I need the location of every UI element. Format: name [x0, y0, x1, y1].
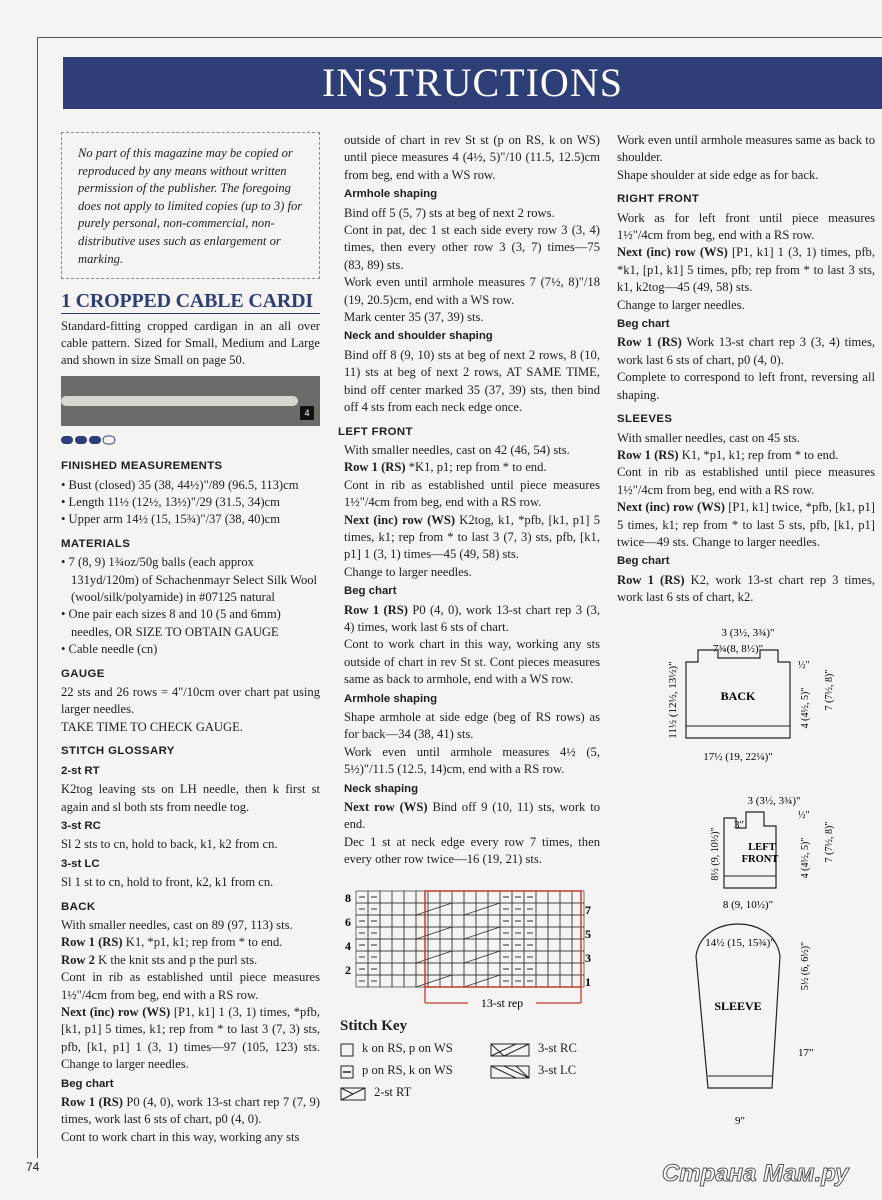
chart-cell [404, 939, 416, 951]
chart-cell [392, 903, 404, 915]
stitch-key-title: Stitch Key [340, 1018, 408, 1034]
sleeve-schematic [696, 924, 814, 1127]
chart-cell [488, 891, 500, 903]
instructions-banner [63, 57, 882, 109]
chart-cell [536, 927, 548, 939]
lf-label: LEFT [748, 842, 776, 853]
back-r3-dim: 7 (7½, 8)" [824, 669, 835, 711]
chart-cell [440, 915, 452, 927]
left-front-heading: LEFT FRONT [338, 425, 413, 438]
chart-cell [404, 927, 416, 939]
chart-cell [548, 951, 560, 963]
key-row [340, 1063, 610, 1085]
watermark: Страна Мам.ру [662, 1160, 849, 1187]
key-lc-label: 3-st LC [538, 1063, 577, 1077]
armhole-text: Work even until armhole measures 7 (7½, 8)"/18 (19, 20.5)cm, end with a WS row. [344, 275, 600, 307]
back-cont-chart: Cont to work chart in this way, working any sts [61, 1129, 300, 1144]
back-cast-on: With smaller needles, cast on 89 (97, 113) sts. [61, 917, 293, 932]
materials-item: • 7 (8, 9) 1¾oz/50g balls (each approx 131yd/120m) of Schachenmayr Select Silk Wool (wool/silk/polyamide) in #07125 natural [61, 555, 318, 605]
lf-next-text: K2tog, k1, *pfb, [k1, p1] 5 times, k1; rep from * to last 3 (7, 3) sts, pfb, [k1, p1] 1 (3, 1) times—45 (49, 58) sts. [344, 512, 600, 562]
armhole-text: Mark center 35 (37, 39) sts. [344, 310, 484, 325]
chart-cell [416, 915, 428, 927]
gauge-check: TAKE TIME TO CHECK GAUGE. [61, 719, 243, 734]
chart-cell [548, 963, 560, 975]
lf-neck-dim: 3" [734, 819, 744, 831]
back-next-inc [61, 1004, 320, 1074]
back-schematic [667, 627, 835, 763]
chart-cell [392, 891, 404, 903]
back-cont-rib: Cont in rib as established until piece measures 1½"/4cm from beg, end with a RS row. [61, 970, 320, 1002]
chart-row-label-left: 4 [345, 939, 351, 953]
chart-row-label-right: 7 [585, 903, 591, 917]
chart-cell [416, 939, 428, 951]
chart-cell [464, 915, 476, 927]
chart-cell [560, 951, 572, 963]
sl-row1-label: Row 1 (RS) [617, 447, 679, 462]
chart-cell [572, 915, 584, 927]
right-front-heading: RIGHT FRONT [617, 193, 700, 206]
chart-cell [428, 939, 440, 951]
chart-cell [464, 891, 476, 903]
back-chart-row1 [61, 1094, 320, 1129]
chart-cell [452, 927, 464, 939]
sl-next-label: Next (inc) row (WS) [617, 500, 725, 515]
lf-armhole-heading: Armhole shaping [344, 692, 438, 705]
back-label: BACK [720, 689, 756, 703]
chart-row-label-left: 8 [345, 891, 351, 905]
sleeve-length-dim: 17" [798, 1047, 814, 1059]
yarn-weight-badge: 4 [300, 406, 314, 420]
chart-cell [404, 903, 416, 915]
column-3 [617, 132, 875, 607]
chart-cell [404, 891, 416, 903]
lf-beg-chart: Beg chart [344, 585, 397, 598]
key-rt-label: 2-st RT [374, 1085, 412, 1099]
lf-next-inc [344, 512, 600, 564]
chart-cell [548, 975, 560, 987]
sl-next-inc [617, 499, 875, 551]
copyright-notice: No part of this magazine may be copied or reproduced by any means without written permission of the publisher. The foregoing does not apply to limited copies (up to 3) for purely personal, non-commercial, non-distributive uses such as enlargement or marking. [61, 132, 320, 279]
chart-cell [404, 963, 416, 975]
project-intro: Standard-fitting cropped cardigan in an all over cable pattern. Sized for Small, Medium and Large and shown in size Small on page 50. [61, 318, 320, 368]
rf-row1-label: Row 1 (RS) [617, 335, 682, 350]
lf-bottom-dim: 8 (9, 10½)" [722, 899, 774, 911]
cable-cross-mark [416, 951, 452, 963]
back-left-dim: 11½ (12½, 13½)" [667, 661, 679, 739]
lf-shape-shoulder: Shape shoulder at side edge as for back. [617, 167, 819, 182]
chart-cell [452, 963, 464, 975]
chart-cell [560, 915, 572, 927]
chart-cell [452, 903, 464, 915]
back-row2-label: Row 2 [61, 952, 95, 967]
banner-title: INSTRUCTIONS [322, 60, 623, 105]
chart-cell [476, 891, 488, 903]
back-r2-dim: 4 (4½, 5)" [800, 687, 811, 729]
sl-next-text: [P1, k1] twice, *pfb, [k1, p1] 5 times, k1; rep from * to last 5 sts, pfb, [k1, p1] twice—49 sts. Change to larger needles. [617, 500, 876, 549]
chart-rep-label: 13-st rep [480, 996, 524, 1010]
gauge-heading: GAUGE [61, 667, 105, 680]
chart-cell [548, 915, 560, 927]
chart-cell [476, 915, 488, 927]
back-neck-dim: 7¾(8, 8½)" [712, 643, 764, 655]
back-heading: BACK [61, 900, 96, 913]
back-cont-chart-end: outside of chart in rev St st (p on RS, k on WS) until piece measures 4 (4½, 5)"/10 (11.5, 12.5)cm from beg, end with a WS row. [344, 133, 600, 182]
chart-row-label-right: 5 [585, 927, 591, 941]
chart-cell [380, 963, 392, 975]
sl-row1b-label: Row 1 (RS) [617, 572, 685, 587]
glossary-lc-title: 3-st LC [61, 857, 100, 870]
key-purl-label: p on RS, k on WS [362, 1063, 453, 1077]
materials-heading: MATERIALS [61, 537, 131, 550]
sleeve-top-dim: 14½ (15, 15¾)" [705, 937, 775, 949]
chart-cell [536, 951, 548, 963]
chart-cell [572, 903, 584, 915]
chart-row-label-right: 3 [585, 951, 591, 965]
chart-cell [548, 903, 560, 915]
sleeve-label: SLEEVE [714, 999, 762, 1013]
materials-item: • Cable needle (cn) [61, 642, 158, 657]
chart-grid [356, 891, 584, 987]
rf-change: Change to larger needles. [617, 297, 745, 312]
back-row1-text: K1, *p1, k1; rep from * to end. [122, 935, 283, 950]
chart-cell [416, 891, 428, 903]
back-row1-label: Row 1 (RS) [61, 935, 123, 950]
chart-cell [428, 963, 440, 975]
cable-cross-mark [464, 975, 500, 987]
chart-cell [488, 963, 500, 975]
chart-cell [440, 891, 452, 903]
finished-item: • Length 11½ (12½, 13½)"/29 (31.5, 34)cm [61, 495, 280, 509]
chart-cell [392, 927, 404, 939]
chart-cell [488, 939, 500, 951]
lf-cont-chart: Cont to work chart in this way, working any sts outside of chart in rev St st. Cont pieces measures same as back to armhole, end with a WS row. [344, 637, 600, 687]
lf-row1-text: *K1, p1; rep from * to end. [405, 460, 547, 475]
chart-cell [560, 975, 572, 987]
back-r1-dim: ½" [798, 660, 810, 671]
key-row [340, 1085, 610, 1107]
lf-chart-row1 [344, 602, 600, 637]
finished-heading: FINISHED MEASUREMENTS [61, 460, 223, 473]
lf-neck-text: Bind off 9 (10, 11) sts, work to end. [344, 800, 600, 832]
chart-cell [452, 951, 464, 963]
lf-neck-label: Next row (WS) [344, 800, 428, 815]
lf-r3-dim: 7 (7½, 8)" [824, 821, 835, 863]
back-bottom-dim: 17½ (19, 22¼)" [703, 751, 773, 763]
purl-square-icon [340, 1065, 354, 1079]
armhole-text: Cont in pat, dec 1 st each side every row 3 (3, 4) times, then every other row 3 (3, 7) times—75 (83, 89) sts. [344, 223, 600, 272]
sl-row1-text: K1, *p1, k1; rep from * to end. [678, 447, 839, 462]
chart-cell [464, 939, 476, 951]
glossary-rt-text: K2tog leaving sts on LH needle, then k first st again and sl both sts from needle tog. [61, 782, 320, 814]
key-row [340, 1041, 610, 1063]
chart-cell [380, 927, 392, 939]
chart-cell [536, 963, 548, 975]
chart-row-label-right: 1 [585, 975, 591, 989]
chart-cell [536, 903, 548, 915]
chart-cell [380, 939, 392, 951]
lf-row1 [344, 459, 600, 476]
finished-item: • Bust (closed) 35 (38, 44½)"/89 (96.5, 113)cm [61, 477, 299, 492]
chart-cell [572, 951, 584, 963]
lf-r2-dim: 4 (4½, 5)" [800, 837, 811, 879]
skill-bars-icon [61, 435, 117, 445]
chart-cell [452, 891, 464, 903]
cable-cross-mark [416, 903, 452, 915]
chart-cell [464, 963, 476, 975]
rf-next-label: Next (inc) row (WS) [617, 245, 728, 260]
glossary-rc-text: Sl 2 sts to cn, hold to back, k1, k2 from cn. [61, 837, 278, 852]
chart-cell [488, 915, 500, 927]
back-top-dim: 3 (3½, 3¾)" [721, 627, 775, 639]
back-beg-chart: Beg chart [61, 1077, 114, 1090]
chart-cell [548, 939, 560, 951]
chart-cell [476, 939, 488, 951]
yarn-strand [61, 396, 298, 406]
rf-row1 [617, 334, 875, 369]
chart-cell [452, 915, 464, 927]
rc-cross-icon [490, 1043, 530, 1057]
skill-level-icon [61, 434, 320, 451]
rf-next-inc [617, 244, 875, 296]
armhole-text: Bind off 5 (5, 7) sts at beg of next 2 rows. [344, 205, 555, 220]
cable-cross-mark [416, 975, 452, 987]
lf-cast-on: With smaller needles, cast on 42 (46, 54) sts. [344, 442, 570, 457]
chart-cell [440, 963, 452, 975]
chart-cell [560, 891, 572, 903]
lf-neck-heading: Neck shaping [344, 782, 419, 795]
lf-row1-label: Row 1 (RS) [344, 460, 406, 475]
back-row2-text: K the knit sts and p the purl sts. [94, 952, 258, 967]
lf-armhole-text: Work even until armhole measures 4½ (5, 5½)"/11.5 (12.5, 14)cm, end with a RS row. [344, 744, 600, 777]
neck-shoulder-heading: Neck and shoulder shaping [344, 330, 493, 343]
lf-chart-row1-text: P0 (4, 0), work 13-st chart rep 3 (3, 4) times, work last 6 sts of chart. [344, 602, 600, 634]
chart-cell [380, 903, 392, 915]
materials-item: • One pair each sizes 8 and 10 (5 and 6mm) needles, OR SIZE TO OBTAIN GAUGE [61, 607, 281, 639]
chart-cell [428, 915, 440, 927]
back-chart-row1-text: P0 (4, 0), work 13-st chart rep 7 (7, 9) times, work last 6 sts of chart, p0 (4, 0). [61, 1095, 320, 1127]
glossary-lc-text: Sl 1 st to cn, hold to front, k2, k1 from cn. [61, 875, 274, 890]
glossary-rt-title: 2-st RT [61, 764, 100, 777]
chart-cell [380, 915, 392, 927]
chart-cell [380, 891, 392, 903]
rf-next-text: [P1, k1] 1 (3, 1) times, pfb, *k1, [p1, k1] 5 times, pfb; rep from * to last 3 sts, k1, k2tog—45 (49, 58) sts. [617, 245, 876, 295]
chart-cell [392, 939, 404, 951]
chart-cell [560, 963, 572, 975]
chart-cell [404, 915, 416, 927]
lf-armhole-text: Shape armhole at side edge (beg of RS rows) as for back—34 (38, 41) sts. [344, 710, 600, 742]
rf-text: Work as for left front until piece measures 1½"/4cm from beg, end with a RS row. [617, 210, 875, 243]
lf-neck-row [344, 799, 600, 834]
lf-r1-dim: ½" [798, 810, 810, 821]
glossary-heading: STITCH GLOSSARY [61, 745, 175, 758]
chart-cell [572, 939, 584, 951]
chart-cell [476, 963, 488, 975]
chart-row-label-left: 2 [345, 963, 351, 977]
sleeve-bottom-dim: 9" [735, 1115, 745, 1127]
armhole-heading: Armhole shaping [344, 188, 438, 201]
lf-label: FRONT [741, 854, 779, 865]
lf-next-label: Next (inc) row (WS) [344, 512, 456, 527]
schematics [640, 618, 880, 1148]
chart-cell [536, 891, 548, 903]
chart-cell [560, 939, 572, 951]
left-front-schematic [710, 795, 835, 911]
sl-cast-on: With smaller needles, cast on 45 sts. [617, 430, 800, 445]
column-1 [55, 128, 320, 1146]
back-chart-row1-label: Row 1 (RS) [61, 1095, 124, 1109]
back-row1 [61, 934, 320, 951]
chart-cell [536, 939, 548, 951]
chart-cell [536, 915, 548, 927]
column-2 [338, 132, 600, 869]
lf-top-dim: 3 (3½, 3¾)" [747, 795, 801, 807]
stitch-key [340, 1018, 610, 1107]
back-next-text: [P1, k1] 1 (3, 1) times, *pfb, [k1, p1] 5 times, k1; rep from * to last 3 (7, 3) sts, pfb, [k1, p1] 1 (3, 1) times—97 (105, 123) sts. Change to larger needles. [61, 1004, 320, 1072]
chart-cell [560, 903, 572, 915]
lf-chart-row1-label: Row 1 (RS) [344, 602, 408, 617]
page-number: 74 [26, 1160, 40, 1174]
back-next-label: Next (inc) row (WS) [61, 1004, 171, 1019]
lf-left-dim: 8½ (9, 10½)" [710, 827, 721, 881]
gauge-text: 22 sts and 26 rows = 4"/10cm over chart pat using larger needles. [61, 685, 320, 717]
back-row2 [61, 952, 320, 969]
rf-row1-text: Work 13-st chart rep 3 (3, 4) times, work last 6 sts of chart, p0 (4, 0). [617, 335, 875, 367]
chart-cell [404, 951, 416, 963]
sl-row1b [617, 572, 875, 607]
chart-cell [392, 951, 404, 963]
lf-change: Change to larger needles. [344, 564, 472, 579]
cable-chart [338, 885, 608, 1015]
chart-cell [452, 939, 464, 951]
chart-cell [572, 927, 584, 939]
sleeves-heading: SLEEVES [617, 413, 673, 426]
yarn-swatch-image [61, 376, 320, 426]
chart-cell [536, 975, 548, 987]
chart-cell [428, 891, 440, 903]
chart-cell [392, 915, 404, 927]
sl-row1 [617, 447, 875, 464]
cable-cross-mark [464, 927, 500, 939]
chart-cell [548, 891, 560, 903]
chart-cell [572, 963, 584, 975]
lc-cross-icon [490, 1065, 530, 1079]
chart-cell [452, 975, 464, 987]
cable-cross-mark [464, 951, 500, 963]
chart-cell [392, 963, 404, 975]
key-rc-label: 3-st RC [538, 1041, 577, 1055]
cable-cross-mark [464, 903, 500, 915]
sleeve-cap-dim: 5½ (6, 6½)" [800, 941, 811, 991]
rt-cross-icon [340, 1087, 366, 1101]
chart-cell [380, 951, 392, 963]
chart-row-label-left: 6 [345, 915, 351, 929]
neck-shoulder-text: Bind off 8 (9, 10) sts at beg of next 2 rows, 8 (10, 11) sts at beg of next 2 rows, AT SAME TIME, bind off center marked 35 (37, 39) sts, then bind off 4 sts from each neck edge once. [344, 347, 600, 415]
rf-beg-chart: Beg chart [617, 318, 670, 331]
project-title: 1 CROPPED CABLE CARDI [61, 293, 320, 313]
lf-cont-rib: Cont in rib as established until piece measures 1½"/4cm from beg, end with a RS row. [344, 477, 600, 510]
chart-cell [416, 963, 428, 975]
chart-cell [380, 975, 392, 987]
sl-cont-rib: Cont in rib as established until piece measures 1½"/4cm from beg, end with a RS row. [617, 465, 875, 497]
rf-complete: Complete to correspond to left front, reversing all shaping. [617, 370, 875, 402]
chart-cell [404, 975, 416, 987]
chart-cell [572, 891, 584, 903]
glossary-rc-title: 3-st RC [61, 819, 101, 832]
chart-cell [548, 927, 560, 939]
chart-cell [392, 975, 404, 987]
lf-neck-dec: Dec 1 st at neck edge every row 7 times, then every other row twice—16 (19, 21) sts. [344, 834, 600, 867]
chart-cell [560, 927, 572, 939]
chart-cell [440, 939, 452, 951]
sl-row1b-text: K2, work 13-st chart rep 3 times, work last 6 sts of chart, k2. [617, 572, 875, 605]
sl-beg-chart: Beg chart [617, 555, 670, 568]
chart-cell [572, 975, 584, 987]
finished-item: • Upper arm 14½ (15, 15¾)"/37 (38, 40)cm [61, 512, 281, 527]
key-knit-label: k on RS, p on WS [362, 1041, 453, 1055]
knit-square-icon [340, 1043, 354, 1057]
cable-cross-mark [416, 927, 452, 939]
lf-work-even: Work even until armhole measures same as back to shoulder. [617, 133, 875, 165]
